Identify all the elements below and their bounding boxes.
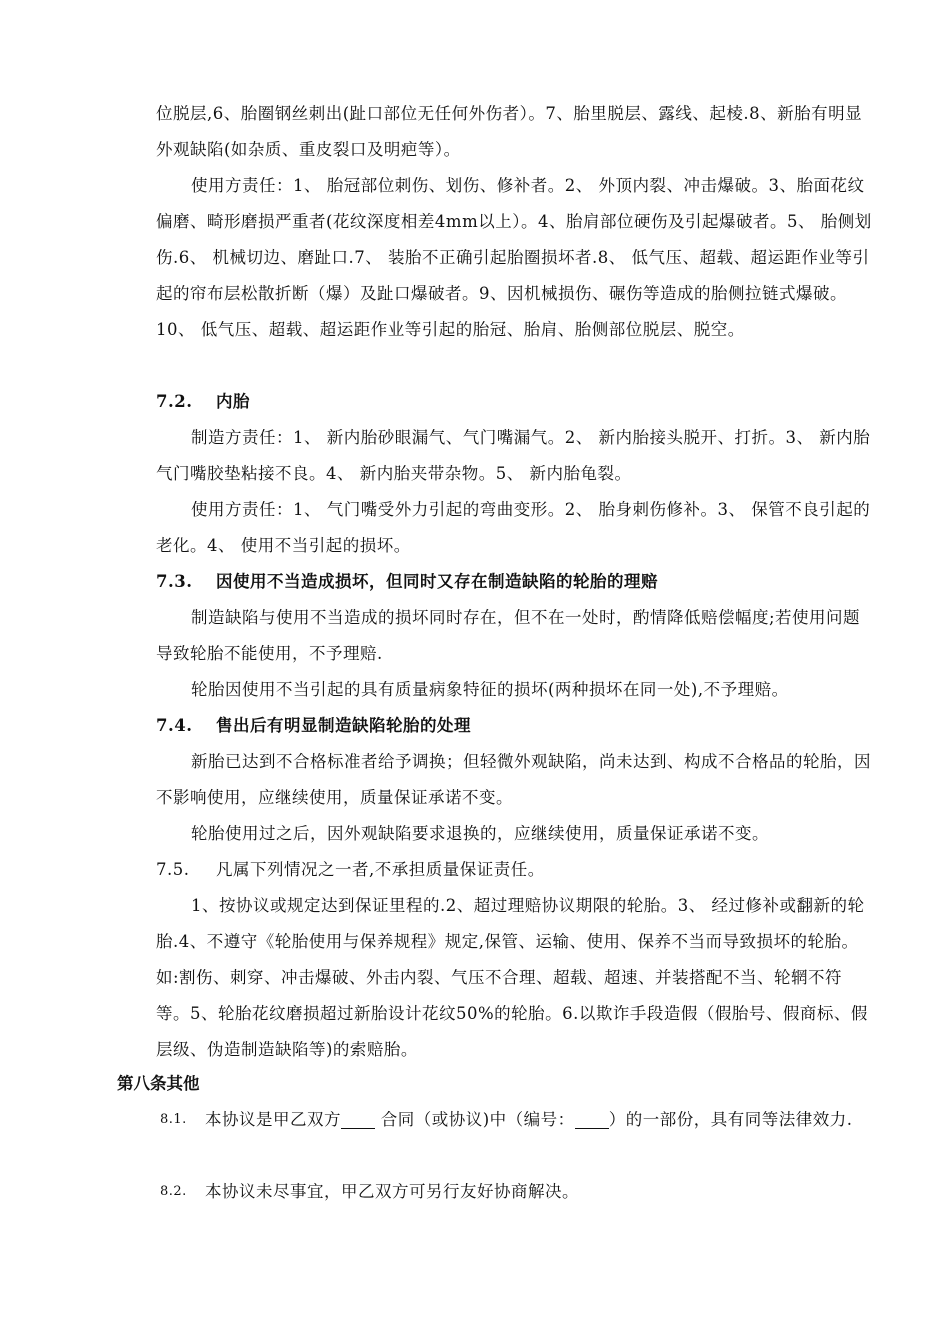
paragraph-inner-tube-manufacturer-responsibility: 制造方责任：1、 新内胎砂眼漏气、气门嘴漏气。2、 新内胎接头脱开、打折。3、 新内胎气门嘴胶垫粘接不良。4、 新内胎夹带杂物。5、 新内胎龟裂。 — [156, 428, 871, 483]
clause-8-1 — [160, 1102, 876, 1138]
paragraph-inner-tube-user-responsibility: 使用方责任：1、 气门嘴受外力引起的弯曲变形。2、 胎身刺伤修补。3、 保管不良引起的老化。4、 使用不当引起的损坏。 — [156, 500, 871, 555]
heading-number: 7.5. — [156, 860, 190, 879]
heading-title: 内胎 — [216, 392, 250, 411]
clause-text-part: 合同（或协议)中（编号： — [380, 1110, 575, 1129]
heading-number: 7.4. — [156, 716, 193, 735]
contract-blank-field — [341, 1108, 375, 1129]
heading-number: 7.2. — [156, 392, 193, 411]
heading-number: 7.3. — [156, 572, 193, 591]
clause-text-part: 本协议是甲乙双方 — [205, 1110, 341, 1129]
clause-8-2 — [160, 1174, 876, 1210]
heading-7-3 — [156, 564, 658, 600]
clause-number: 8.2. — [160, 1184, 187, 1199]
heading-title: 售出后有明显制造缺陷轮胎的处理 — [216, 716, 471, 735]
paragraph-outer-tire-user-responsibility: 使用方责任：1、 胎冠部位刺伤、划伤、修补者。2、 外顶内裂、冲击爆破。3、胎面花纹偏磨、畸形磨损严重者(花纹深度相差4mm以上）。4、胎肩部位硬伤及引起爆破者。5、 胎侧划伤.6、 机械切边、磨趾口.7、 装胎不正确引起胎圈损坏者.8、 低气压、超载、超运距作业等引起的帘布层松散折断（爆）及趾口爆破者。9、因机械损伤、碾伤等造成的胎侧拉链式爆破。10、 低气压、超载、超运距作业等引起的胎冠、胎肩、胎侧部位脱层、脱空。 — [156, 176, 872, 339]
section-8-title: 第八条其他 — [117, 1074, 200, 1093]
paragraph-exclusions-list: 1、按协议或规定达到保证里程的.2、超过理赔协议期限的轮胎。3、 经过修补或翻新的轮胎.4、不遵守《轮胎使用与保养规程》规定,保管、运输、使用、保养不当而导致损坏的轮胎。如:割伤、刺穿、冲击爆破、外击内裂、气压不合理、超载、超速、并装搭配不当、轮辋不符等。5、轮胎花纹磨损超过新胎设计花纹50%的轮胎。6.以欺诈手段造假（假胎号、假商标、假层级、伪造制造缺陷等)的索赔胎。 — [156, 896, 868, 1059]
contract-number-blank-field — [575, 1108, 609, 1129]
heading-title: 凡属下列情况之一者,不承担质量保证责任。 — [216, 860, 545, 879]
clause-text — [205, 1102, 876, 1138]
paragraph-mixed-damage-claim: 制造缺陷与使用不当造成的损坏同时存在，但不在一处时，酌情降低赔偿幅度;若使用问题导致轮胎不能使用，不予理赔. — [156, 608, 861, 663]
clause-text: 本协议未尽事宜，甲乙双方可另行友好协商解决。 — [205, 1182, 579, 1201]
clause-number: 8.1. — [160, 1112, 187, 1127]
paragraph-outer-tire-manufacturer-defects-cont: 位脱层,6、胎圈钢丝刺出(趾口部位无任何外伤者）。7、胎里脱层、露线、起棱.8、新胎有明显外观缺陷(如杂质、重皮裂口及明疤等）。 — [156, 104, 863, 159]
paragraph-new-tire-exchange: 新胎已达到不合格标准者给予调换；但轻微外观缺陷，尚未达到、构成不合格品的轮胎，因不影响使用，应继续使用，质量保证承诺不变。 — [156, 752, 871, 807]
heading-7-5 — [156, 852, 545, 888]
clause-text-part: ）的一部份，具有同等法律效力. — [608, 1110, 853, 1129]
heading-title: 因使用不当造成损坏，但同时又存在制造缺陷的轮胎的理赔 — [216, 572, 658, 591]
heading-7-2 — [156, 384, 250, 420]
heading-7-4 — [156, 708, 471, 744]
paragraph-same-spot-damage: 轮胎因使用不当引起的具有质量病象特征的损坏(两种损坏在同一处),不予理赔。 — [191, 680, 789, 699]
paragraph-used-tire-return: 轮胎使用过之后，因外观缺陷要求退换的，应继续使用，质量保证承诺不变。 — [191, 824, 769, 843]
